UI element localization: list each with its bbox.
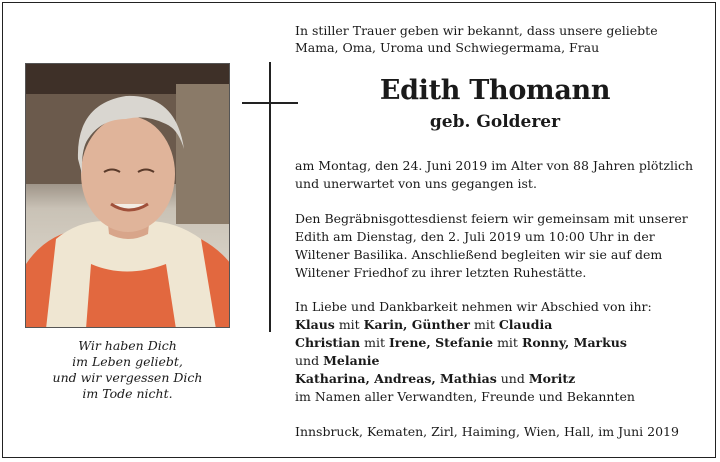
- maiden-name: geb. Golderer: [429, 112, 561, 132]
- mourner-name: Christian: [295, 335, 361, 350]
- intro-text: [295, 22, 695, 56]
- portrait-photo: [25, 63, 230, 328]
- mourner-line: [295, 352, 695, 370]
- verse-line: im Tode nicht.: [82, 386, 173, 401]
- funeral-line: Edith am Dienstag, den 2. Juli 2019 um 10:00 Uhr in der: [295, 229, 655, 244]
- intro-line: In stiller Trauer geben wir bekannt, dass unsere geliebte: [295, 23, 658, 38]
- farewell-intro: In Liebe und Dankbarkeit nehmen wir Abschied von ihr:: [295, 299, 652, 314]
- mourner-name: Melanie: [323, 353, 380, 368]
- mourner-name: Moritz: [528, 371, 576, 386]
- mourner-name: Karin, Günther: [363, 317, 471, 332]
- funeral-line: Wiltener Friedhof zu ihrer letzten Ruhestätte.: [295, 265, 587, 280]
- death-notice: [295, 157, 695, 193]
- portrait-illustration: [26, 64, 230, 328]
- funeral-line: Den Begräbnisgottesdienst feiern wir gemeinsam mit unserer: [295, 211, 688, 226]
- mourner-name: Ronny, Markus: [521, 335, 627, 350]
- intro-line: Mama, Oma, Uroma und Schwiegermama, Frau: [295, 40, 600, 55]
- mourner-line: [295, 316, 695, 334]
- verse-line: Wir haben Dich: [78, 338, 177, 353]
- deceased-name: Edith Thomann: [379, 75, 611, 106]
- mourner-line: [295, 334, 695, 352]
- mourner-name: Katharina, Andreas, Mathias: [295, 371, 497, 386]
- connector: und: [295, 353, 324, 368]
- connector: mit: [470, 317, 499, 332]
- mourner-name: Claudia: [498, 317, 553, 332]
- cross-horizontal: [242, 102, 298, 104]
- mourner-line: [295, 370, 695, 388]
- funeral-line: Wiltener Basilika. Anschließend begleiten wir sie auf dem: [295, 247, 663, 262]
- farewell-section: [295, 298, 695, 406]
- mourner-name: Irene, Stefanie: [388, 335, 494, 350]
- connector: mit: [334, 317, 364, 332]
- death-notice-line: am Montag, den 24. Juni 2019 im Alter von 88 Jahren plötzlich: [295, 158, 694, 173]
- connector: mit: [360, 335, 389, 350]
- verse-line: im Leben geliebt,: [72, 354, 183, 369]
- places-and-date: [295, 423, 695, 441]
- mourner-name: Klaus: [295, 317, 335, 332]
- connector: mit: [493, 335, 522, 350]
- verse-line: und wir vergessen Dich: [52, 370, 203, 385]
- connector: und: [496, 371, 529, 386]
- mourner-line: im Namen aller Verwandten, Freunde und Bekannten: [295, 389, 635, 404]
- places-date-line: Innsbruck, Kematen, Zirl, Haiming, Wien, Hall, im Juni 2019: [295, 424, 679, 439]
- memorial-verse: [25, 338, 230, 402]
- death-notice-line: und unerwartet von uns gegangen ist.: [295, 176, 537, 191]
- funeral-details: [295, 210, 695, 282]
